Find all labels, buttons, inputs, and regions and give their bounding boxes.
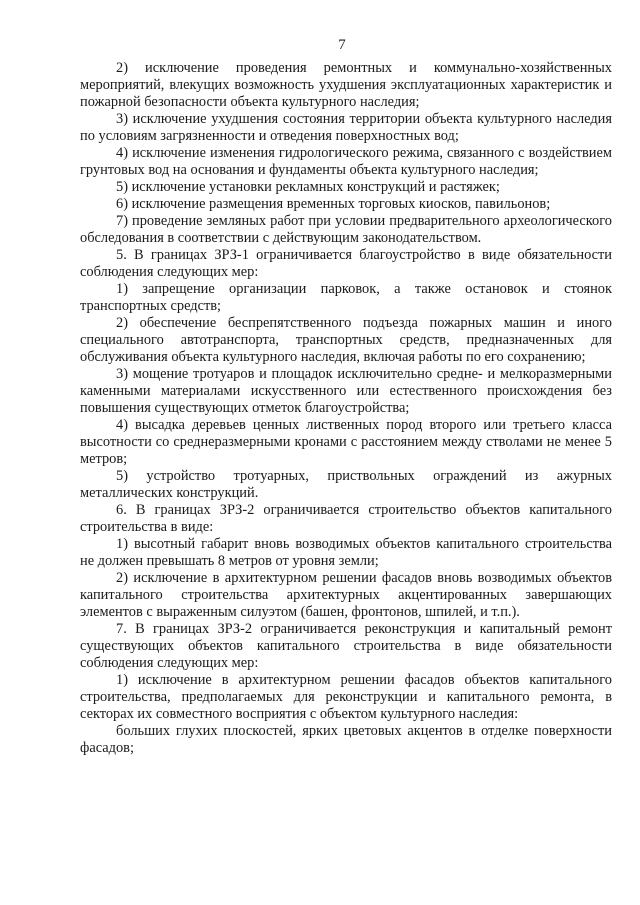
paragraph: 4) высадка деревьев ценных лиственных пород второго или третьего класса высотности со среднеразмерными кронами с расстоянием между стволами не менее 5 метров; <box>80 417 612 467</box>
paragraph: 7) проведение земляных работ при условии предварительного археологического обследования в соответствии с действующим законодательством. <box>80 213 612 246</box>
paragraph: 5) исключение установки рекламных конструкций и растяжек; <box>116 179 500 195</box>
paragraph: 6) исключение размещения временных торговых киосков, павильонов; <box>116 196 551 212</box>
page-number: 7 <box>338 37 346 53</box>
paragraph: 2) исключение в архитектурном решении фасадов вновь возводимых объектов капитального строительства архитектурных акцентированных завершающих элементов с выраженным силуэтом (башен, фронтонов, шпилей, и т.п.). <box>80 570 612 620</box>
paragraph: 1) высотный габарит вновь возводимых объектов капитального строительства не должен превышать 8 метров от уровня земли; <box>80 536 612 569</box>
paragraph: 4) исключение изменения гидрологического режима, связанного с воздействием грунтовых вод на основания и фундаменты объекта культурного наследия; <box>80 145 612 178</box>
paragraph: 5. В границах ЗРЗ-1 ограничивается благоустройство в виде обязательности соблюдения следующих мер: <box>80 247 612 280</box>
paragraph: 5) устройство тротуарных, приствольных ограждений из ажурных металлических конструкций. <box>80 468 612 501</box>
paragraph: 3) мощение тротуаров и площадок исключительно средне- и мелкоразмерными каменными материалами искусственного или естественного происхождения без повышения существующих отметок благоустройства; <box>80 366 612 416</box>
paragraph: 6. В границах ЗРЗ-2 ограничивается строительство объектов капитального строительства в виде: <box>80 502 612 535</box>
paragraph: больших глухих плоскостей, ярких цветовых акцентов в отделке поверхности фасадов; <box>80 723 612 756</box>
paragraph: 7. В границах ЗРЗ-2 ограничивается реконструкция и капитальный ремонт существующих объектов капитального строительства в виде обязательности соблюдения следующих мер: <box>80 621 612 671</box>
paragraph: 2) исключение проведения ремонтных и коммунально-хозяйственных мероприятий, влекущих возможность ухудшения эксплуатационных характеристик и пожарной безопасности объекта культурного наследия; <box>80 60 612 110</box>
document-body <box>80 60 612 757</box>
paragraph: 3) исключение ухудшения состояния территории объекта культурного наследия по условиям загрязненности и отведения поверхностных вод; <box>80 111 612 144</box>
paragraph: 1) исключение в архитектурном решении фасадов объектов капитального строительства, предполагаемых для реконструкции и капитального ремонта, в секторах их совместного восприятия с объектом культурного наследия: <box>80 672 612 722</box>
paragraph: 1) запрещение организации парковок, а также остановок и стоянок транспортных средств; <box>80 281 612 314</box>
paragraph: 2) обеспечение беспрепятственного подъезда пожарных машин и иного специального автотранспорта, транспортных средств, предназначенных для обслуживания объекта культурного наследия, включая работы по его сохранению; <box>80 315 612 365</box>
